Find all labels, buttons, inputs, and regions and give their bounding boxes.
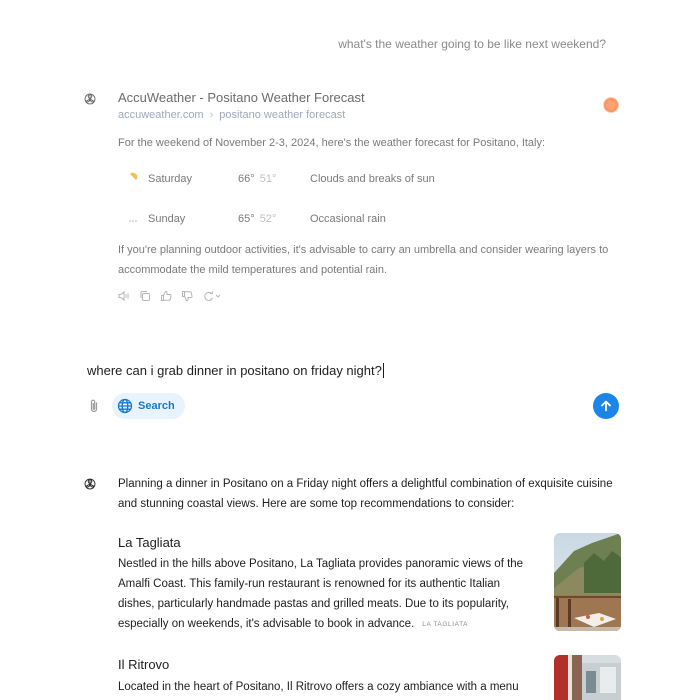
chevron-right-icon: ›: [209, 109, 214, 121]
source-tag[interactable]: LA TAGLIATA: [422, 621, 469, 628]
thumbs-up-icon[interactable]: [160, 290, 172, 302]
breadcrumb-page[interactable]: positano weather forecast: [219, 109, 346, 121]
source-title[interactable]: AccuWeather - Positano Weather Forecast: [118, 90, 365, 105]
forecast-high: 66°: [238, 172, 255, 185]
source-breadcrumb[interactable]: [118, 109, 345, 121]
assistant-logo-icon: [83, 477, 97, 491]
forecast-temps: [238, 213, 310, 225]
forecast-condition: Clouds and breaks of sun: [310, 172, 435, 185]
forecast-temps: [238, 173, 310, 185]
restaurant-photo[interactable]: [554, 533, 621, 631]
restaurant-description-text: Located in the heart of Positano, Il Ritrovo offers a cozy ambiance with a menu: [118, 681, 519, 693]
thumbs-down-icon[interactable]: [181, 290, 193, 302]
text-caret: [383, 363, 384, 378]
restaurant-description: [118, 677, 538, 697]
forecast-low: 52°: [259, 212, 277, 225]
message-input-text[interactable]: where can i grab dinner in positano on friday night?: [87, 363, 382, 378]
rain-icon: [128, 211, 148, 226]
message-input[interactable]: [87, 363, 384, 378]
speaker-icon[interactable]: [118, 290, 130, 302]
forecast-row-sunday: [128, 211, 488, 226]
forecast-high: 65°: [238, 212, 255, 225]
forecast-condition: Occasional rain: [310, 212, 386, 225]
restaurant-name: Il Ritrovo: [118, 657, 170, 672]
restaurant-photo[interactable]: [554, 655, 621, 700]
breadcrumb-domain[interactable]: accuweather.com: [118, 109, 204, 121]
forecast-day: Saturday: [148, 172, 193, 185]
search-button[interactable]: [112, 393, 185, 419]
answer-intro: Planning a dinner in Positano on a Friday night offers a delightful combination of exquisite cuisine and stunning coastal views. Here are some top recommendations to consider:: [118, 478, 613, 510]
globe-icon: [117, 398, 133, 414]
regenerate-icon[interactable]: [202, 290, 222, 302]
message-actions: [118, 290, 222, 302]
weather-intro: For the weekend of November 2-3, 2024, here's the weather forecast for Positano, Italy:: [118, 137, 546, 149]
forecast-row-saturday: [128, 172, 488, 185]
restaurant-description-text: Nestled in the hills above Positano, La Tagliata provides panoramic views of the Amalfi Coast. This family-run restaurant is renowned for its authentic Italian dishes, particularly handmade pastas and grilled meats. Due to its popularity, especially on weekends, it's advisable to book in advance.: [118, 558, 524, 630]
assistant-logo-icon: [83, 92, 97, 106]
avatar[interactable]: [604, 98, 618, 112]
search-button-label: Search: [138, 400, 175, 412]
restaurant-description: [118, 554, 538, 635]
copy-icon[interactable]: [139, 290, 151, 302]
weather-note: If you're planning outdoor activities, it's advisable to carry an umbrella and consider wearing layers to accommodate the mild temperatures and potential rain.: [118, 244, 609, 276]
partly-sunny-icon: [128, 172, 148, 185]
user-message: what's the weather going to be like next weekend?: [338, 37, 606, 51]
forecast-low: 51°: [259, 172, 277, 185]
attach-icon[interactable]: [87, 398, 101, 414]
arrow-up-icon: [600, 400, 612, 412]
restaurant-name: La Tagliata: [118, 535, 181, 550]
forecast-day: Sunday: [148, 212, 186, 225]
send-button[interactable]: [593, 393, 619, 419]
